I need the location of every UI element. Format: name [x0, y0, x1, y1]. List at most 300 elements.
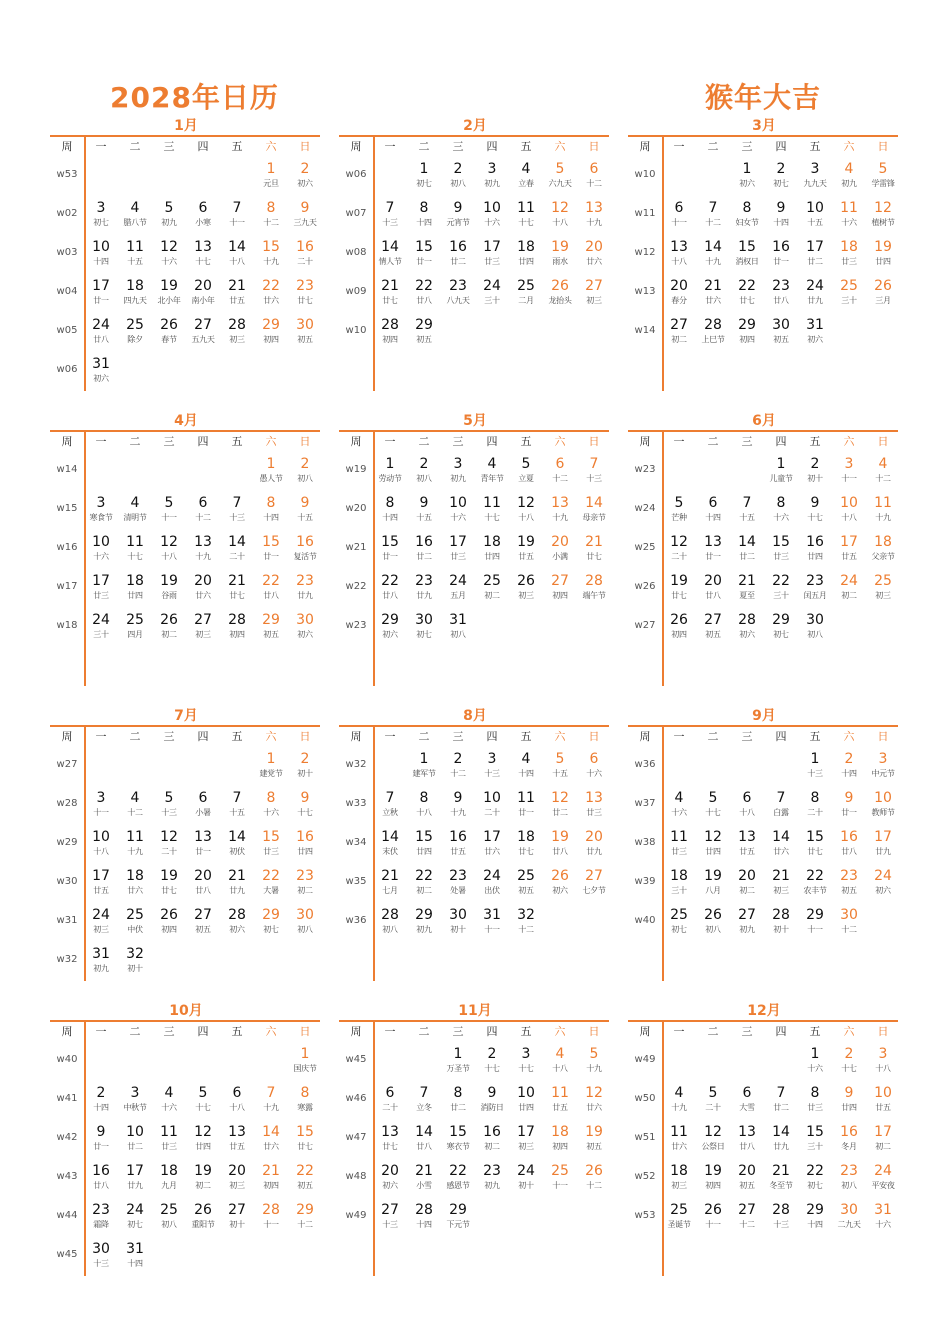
day-cell[interactable]	[407, 1084, 441, 1120]
day-cell[interactable]	[730, 316, 764, 352]
day-cell[interactable]	[764, 572, 798, 608]
day-cell[interactable]	[373, 1201, 407, 1237]
day-cell[interactable]	[152, 277, 186, 313]
day-cell[interactable]	[220, 1123, 254, 1159]
day-cell[interactable]	[696, 1123, 730, 1159]
day-cell[interactable]	[220, 1201, 254, 1237]
day-cell[interactable]	[407, 277, 441, 313]
day-cell[interactable]	[543, 277, 577, 313]
day-cell[interactable]	[662, 789, 696, 825]
day-cell[interactable]	[832, 238, 866, 274]
day-cell[interactable]	[730, 906, 764, 942]
day-cell[interactable]	[152, 1123, 186, 1159]
day-cell[interactable]	[764, 906, 798, 942]
day-cell[interactable]	[509, 828, 543, 864]
day-cell[interactable]	[866, 1162, 900, 1198]
day-cell[interactable]	[475, 238, 509, 274]
day-cell[interactable]	[407, 828, 441, 864]
day-cell[interactable]	[220, 906, 254, 942]
day-cell[interactable]	[577, 572, 611, 608]
day-cell[interactable]	[475, 572, 509, 608]
day-cell[interactable]	[84, 1123, 118, 1159]
day-cell[interactable]	[662, 828, 696, 864]
day-cell[interactable]	[254, 1084, 288, 1120]
day-cell[interactable]	[509, 1084, 543, 1120]
day-cell[interactable]	[509, 867, 543, 903]
day-cell[interactable]	[543, 789, 577, 825]
day-cell[interactable]	[118, 494, 152, 530]
day-cell[interactable]	[220, 867, 254, 903]
day-cell[interactable]	[798, 789, 832, 825]
day-cell[interactable]	[798, 316, 832, 352]
day-cell[interactable]	[220, 1162, 254, 1198]
day-cell[interactable]	[84, 316, 118, 352]
day-cell[interactable]	[373, 867, 407, 903]
day-cell[interactable]	[186, 199, 220, 235]
day-cell[interactable]	[118, 533, 152, 569]
day-cell[interactable]	[543, 1123, 577, 1159]
day-cell[interactable]	[798, 867, 832, 903]
day-cell[interactable]	[407, 1123, 441, 1159]
day-cell[interactable]	[254, 277, 288, 313]
day-cell[interactable]	[118, 1123, 152, 1159]
day-cell[interactable]	[118, 867, 152, 903]
day-cell[interactable]	[254, 1162, 288, 1198]
day-cell[interactable]	[288, 1201, 322, 1237]
day-cell[interactable]	[152, 494, 186, 530]
day-cell[interactable]	[832, 455, 866, 491]
day-cell[interactable]	[118, 789, 152, 825]
day-cell[interactable]	[866, 160, 900, 196]
day-cell[interactable]	[152, 1162, 186, 1198]
day-cell[interactable]	[509, 789, 543, 825]
day-cell[interactable]	[288, 828, 322, 864]
day-cell[interactable]	[866, 572, 900, 608]
day-cell[interactable]	[152, 828, 186, 864]
day-cell[interactable]	[84, 572, 118, 608]
day-cell[interactable]	[441, 455, 475, 491]
day-cell[interactable]	[441, 238, 475, 274]
day-cell[interactable]	[288, 1162, 322, 1198]
day-cell[interactable]	[764, 199, 798, 235]
day-cell[interactable]	[509, 1123, 543, 1159]
day-cell[interactable]	[373, 238, 407, 274]
day-cell[interactable]	[254, 455, 288, 491]
day-cell[interactable]	[441, 1162, 475, 1198]
day-cell[interactable]	[186, 789, 220, 825]
day-cell[interactable]	[288, 789, 322, 825]
day-cell[interactable]	[118, 906, 152, 942]
day-cell[interactable]	[696, 572, 730, 608]
day-cell[interactable]	[696, 1162, 730, 1198]
day-cell[interactable]	[186, 277, 220, 313]
day-cell[interactable]	[152, 238, 186, 274]
day-cell[interactable]	[152, 1201, 186, 1237]
day-cell[interactable]	[441, 1201, 475, 1237]
day-cell[interactable]	[730, 277, 764, 313]
day-cell[interactable]	[441, 750, 475, 786]
day-cell[interactable]	[373, 533, 407, 569]
day-cell[interactable]	[832, 494, 866, 530]
day-cell[interactable]	[866, 455, 900, 491]
day-cell[interactable]	[509, 533, 543, 569]
day-cell[interactable]	[662, 1084, 696, 1120]
day-cell[interactable]	[254, 572, 288, 608]
day-cell[interactable]	[543, 750, 577, 786]
day-cell[interactable]	[764, 316, 798, 352]
day-cell[interactable]	[220, 572, 254, 608]
day-cell[interactable]	[118, 1201, 152, 1237]
day-cell[interactable]	[186, 1123, 220, 1159]
day-cell[interactable]	[152, 1084, 186, 1120]
day-cell[interactable]	[288, 238, 322, 274]
day-cell[interactable]	[543, 572, 577, 608]
day-cell[interactable]	[84, 199, 118, 235]
day-cell[interactable]	[288, 160, 322, 196]
day-cell[interactable]	[118, 1240, 152, 1276]
day-cell[interactable]	[509, 572, 543, 608]
day-cell[interactable]	[441, 1045, 475, 1081]
day-cell[interactable]	[441, 277, 475, 313]
day-cell[interactable]	[832, 1162, 866, 1198]
day-cell[interactable]	[730, 1123, 764, 1159]
day-cell[interactable]	[186, 1084, 220, 1120]
day-cell[interactable]	[866, 1123, 900, 1159]
day-cell[interactable]	[543, 160, 577, 196]
day-cell[interactable]	[798, 160, 832, 196]
day-cell[interactable]	[696, 867, 730, 903]
day-cell[interactable]	[764, 455, 798, 491]
day-cell[interactable]	[475, 494, 509, 530]
day-cell[interactable]	[220, 611, 254, 647]
day-cell[interactable]	[662, 316, 696, 352]
day-cell[interactable]	[696, 828, 730, 864]
day-cell[interactable]	[577, 789, 611, 825]
day-cell[interactable]	[288, 494, 322, 530]
day-cell[interactable]	[373, 572, 407, 608]
day-cell[interactable]	[798, 1084, 832, 1120]
day-cell[interactable]	[832, 1084, 866, 1120]
day-cell[interactable]	[798, 572, 832, 608]
day-cell[interactable]	[730, 789, 764, 825]
day-cell[interactable]	[662, 1201, 696, 1237]
day-cell[interactable]	[866, 828, 900, 864]
day-cell[interactable]	[373, 1123, 407, 1159]
day-cell[interactable]	[798, 199, 832, 235]
day-cell[interactable]	[798, 533, 832, 569]
day-cell[interactable]	[475, 750, 509, 786]
day-cell[interactable]	[696, 533, 730, 569]
day-cell[interactable]	[764, 867, 798, 903]
day-cell[interactable]	[764, 1084, 798, 1120]
day-cell[interactable]	[441, 1123, 475, 1159]
day-cell[interactable]	[798, 750, 832, 786]
day-cell[interactable]	[84, 1084, 118, 1120]
day-cell[interactable]	[662, 533, 696, 569]
day-cell[interactable]	[288, 199, 322, 235]
day-cell[interactable]	[730, 828, 764, 864]
day-cell[interactable]	[288, 1084, 322, 1120]
day-cell[interactable]	[662, 572, 696, 608]
day-cell[interactable]	[186, 1162, 220, 1198]
day-cell[interactable]	[798, 1123, 832, 1159]
day-cell[interactable]	[798, 611, 832, 647]
day-cell[interactable]	[696, 494, 730, 530]
day-cell[interactable]	[288, 316, 322, 352]
day-cell[interactable]	[254, 160, 288, 196]
day-cell[interactable]	[186, 867, 220, 903]
day-cell[interactable]	[254, 316, 288, 352]
day-cell[interactable]	[84, 906, 118, 942]
day-cell[interactable]	[662, 867, 696, 903]
day-cell[interactable]	[866, 750, 900, 786]
day-cell[interactable]	[475, 789, 509, 825]
day-cell[interactable]	[832, 1201, 866, 1237]
day-cell[interactable]	[288, 277, 322, 313]
day-cell[interactable]	[152, 906, 186, 942]
day-cell[interactable]	[475, 1123, 509, 1159]
day-cell[interactable]	[152, 611, 186, 647]
day-cell[interactable]	[730, 238, 764, 274]
day-cell[interactable]	[220, 277, 254, 313]
day-cell[interactable]	[662, 238, 696, 274]
day-cell[interactable]	[373, 277, 407, 313]
day-cell[interactable]	[84, 867, 118, 903]
day-cell[interactable]	[798, 494, 832, 530]
day-cell[interactable]	[84, 945, 118, 981]
day-cell[interactable]	[152, 199, 186, 235]
day-cell[interactable]	[866, 867, 900, 903]
day-cell[interactable]	[866, 277, 900, 313]
day-cell[interactable]	[441, 789, 475, 825]
day-cell[interactable]	[577, 750, 611, 786]
day-cell[interactable]	[84, 1240, 118, 1276]
day-cell[interactable]	[152, 533, 186, 569]
day-cell[interactable]	[373, 455, 407, 491]
day-cell[interactable]	[730, 199, 764, 235]
day-cell[interactable]	[254, 238, 288, 274]
day-cell[interactable]	[832, 277, 866, 313]
day-cell[interactable]	[509, 1162, 543, 1198]
day-cell[interactable]	[441, 1084, 475, 1120]
day-cell[interactable]	[577, 1123, 611, 1159]
day-cell[interactable]	[696, 611, 730, 647]
day-cell[interactable]	[186, 533, 220, 569]
day-cell[interactable]	[373, 316, 407, 352]
day-cell[interactable]	[84, 828, 118, 864]
day-cell[interactable]	[407, 238, 441, 274]
day-cell[interactable]	[730, 160, 764, 196]
day-cell[interactable]	[509, 906, 543, 942]
day-cell[interactable]	[118, 277, 152, 313]
day-cell[interactable]	[798, 455, 832, 491]
day-cell[interactable]	[441, 494, 475, 530]
day-cell[interactable]	[475, 199, 509, 235]
day-cell[interactable]	[441, 572, 475, 608]
day-cell[interactable]	[764, 828, 798, 864]
day-cell[interactable]	[220, 789, 254, 825]
day-cell[interactable]	[186, 611, 220, 647]
day-cell[interactable]	[832, 199, 866, 235]
day-cell[interactable]	[84, 355, 118, 391]
day-cell[interactable]	[798, 1162, 832, 1198]
day-cell[interactable]	[832, 750, 866, 786]
day-cell[interactable]	[186, 1201, 220, 1237]
day-cell[interactable]	[475, 1045, 509, 1081]
day-cell[interactable]	[798, 238, 832, 274]
day-cell[interactable]	[832, 572, 866, 608]
day-cell[interactable]	[373, 611, 407, 647]
day-cell[interactable]	[764, 277, 798, 313]
day-cell[interactable]	[509, 750, 543, 786]
day-cell[interactable]	[441, 199, 475, 235]
day-cell[interactable]	[543, 533, 577, 569]
day-cell[interactable]	[577, 533, 611, 569]
day-cell[interactable]	[832, 828, 866, 864]
day-cell[interactable]	[509, 238, 543, 274]
day-cell[interactable]	[407, 789, 441, 825]
day-cell[interactable]	[764, 789, 798, 825]
day-cell[interactable]	[84, 789, 118, 825]
day-cell[interactable]	[220, 1084, 254, 1120]
day-cell[interactable]	[288, 750, 322, 786]
day-cell[interactable]	[543, 1084, 577, 1120]
day-cell[interactable]	[696, 277, 730, 313]
day-cell[interactable]	[84, 238, 118, 274]
day-cell[interactable]	[696, 199, 730, 235]
day-cell[interactable]	[730, 533, 764, 569]
day-cell[interactable]	[866, 238, 900, 274]
day-cell[interactable]	[730, 1201, 764, 1237]
day-cell[interactable]	[475, 160, 509, 196]
day-cell[interactable]	[577, 199, 611, 235]
day-cell[interactable]	[798, 1201, 832, 1237]
day-cell[interactable]	[373, 906, 407, 942]
day-cell[interactable]	[152, 316, 186, 352]
day-cell[interactable]	[254, 199, 288, 235]
day-cell[interactable]	[118, 572, 152, 608]
day-cell[interactable]	[475, 906, 509, 942]
day-cell[interactable]	[509, 199, 543, 235]
day-cell[interactable]	[866, 1201, 900, 1237]
day-cell[interactable]	[832, 1045, 866, 1081]
day-cell[interactable]	[373, 494, 407, 530]
day-cell[interactable]	[84, 611, 118, 647]
day-cell[interactable]	[441, 160, 475, 196]
day-cell[interactable]	[730, 494, 764, 530]
day-cell[interactable]	[509, 494, 543, 530]
day-cell[interactable]	[696, 1201, 730, 1237]
day-cell[interactable]	[832, 533, 866, 569]
day-cell[interactable]	[696, 906, 730, 942]
day-cell[interactable]	[118, 828, 152, 864]
day-cell[interactable]	[407, 1162, 441, 1198]
day-cell[interactable]	[509, 277, 543, 313]
day-cell[interactable]	[152, 867, 186, 903]
day-cell[interactable]	[220, 316, 254, 352]
day-cell[interactable]	[254, 1123, 288, 1159]
day-cell[interactable]	[577, 455, 611, 491]
day-cell[interactable]	[288, 455, 322, 491]
day-cell[interactable]	[288, 533, 322, 569]
day-cell[interactable]	[254, 1201, 288, 1237]
day-cell[interactable]	[118, 238, 152, 274]
day-cell[interactable]	[832, 906, 866, 942]
day-cell[interactable]	[475, 455, 509, 491]
day-cell[interactable]	[509, 1045, 543, 1081]
day-cell[interactable]	[866, 1084, 900, 1120]
day-cell[interactable]	[662, 199, 696, 235]
day-cell[interactable]	[407, 199, 441, 235]
day-cell[interactable]	[662, 1123, 696, 1159]
day-cell[interactable]	[662, 611, 696, 647]
day-cell[interactable]	[475, 1084, 509, 1120]
day-cell[interactable]	[832, 160, 866, 196]
day-cell[interactable]	[407, 867, 441, 903]
day-cell[interactable]	[220, 199, 254, 235]
day-cell[interactable]	[407, 455, 441, 491]
day-cell[interactable]	[475, 533, 509, 569]
day-cell[interactable]	[764, 238, 798, 274]
day-cell[interactable]	[696, 238, 730, 274]
day-cell[interactable]	[407, 572, 441, 608]
day-cell[interactable]	[441, 867, 475, 903]
day-cell[interactable]	[543, 828, 577, 864]
day-cell[interactable]	[407, 160, 441, 196]
day-cell[interactable]	[441, 533, 475, 569]
day-cell[interactable]	[577, 238, 611, 274]
day-cell[interactable]	[254, 867, 288, 903]
day-cell[interactable]	[730, 1162, 764, 1198]
day-cell[interactable]	[577, 494, 611, 530]
day-cell[interactable]	[254, 611, 288, 647]
day-cell[interactable]	[475, 1162, 509, 1198]
day-cell[interactable]	[288, 906, 322, 942]
day-cell[interactable]	[220, 494, 254, 530]
day-cell[interactable]	[186, 906, 220, 942]
day-cell[interactable]	[543, 199, 577, 235]
day-cell[interactable]	[730, 572, 764, 608]
day-cell[interactable]	[407, 611, 441, 647]
day-cell[interactable]	[696, 316, 730, 352]
day-cell[interactable]	[84, 494, 118, 530]
day-cell[interactable]	[288, 572, 322, 608]
day-cell[interactable]	[186, 238, 220, 274]
day-cell[interactable]	[254, 533, 288, 569]
day-cell[interactable]	[577, 1045, 611, 1081]
day-cell[interactable]	[730, 867, 764, 903]
day-cell[interactable]	[509, 160, 543, 196]
day-cell[interactable]	[254, 750, 288, 786]
day-cell[interactable]	[288, 1123, 322, 1159]
day-cell[interactable]	[254, 789, 288, 825]
day-cell[interactable]	[543, 455, 577, 491]
day-cell[interactable]	[84, 1201, 118, 1237]
day-cell[interactable]	[254, 906, 288, 942]
day-cell[interactable]	[118, 611, 152, 647]
day-cell[interactable]	[662, 494, 696, 530]
day-cell[interactable]	[696, 1084, 730, 1120]
day-cell[interactable]	[543, 1045, 577, 1081]
day-cell[interactable]	[84, 277, 118, 313]
day-cell[interactable]	[866, 533, 900, 569]
day-cell[interactable]	[288, 1045, 322, 1081]
day-cell[interactable]	[475, 277, 509, 313]
day-cell[interactable]	[866, 1045, 900, 1081]
day-cell[interactable]	[186, 828, 220, 864]
day-cell[interactable]	[118, 1084, 152, 1120]
day-cell[interactable]	[186, 316, 220, 352]
